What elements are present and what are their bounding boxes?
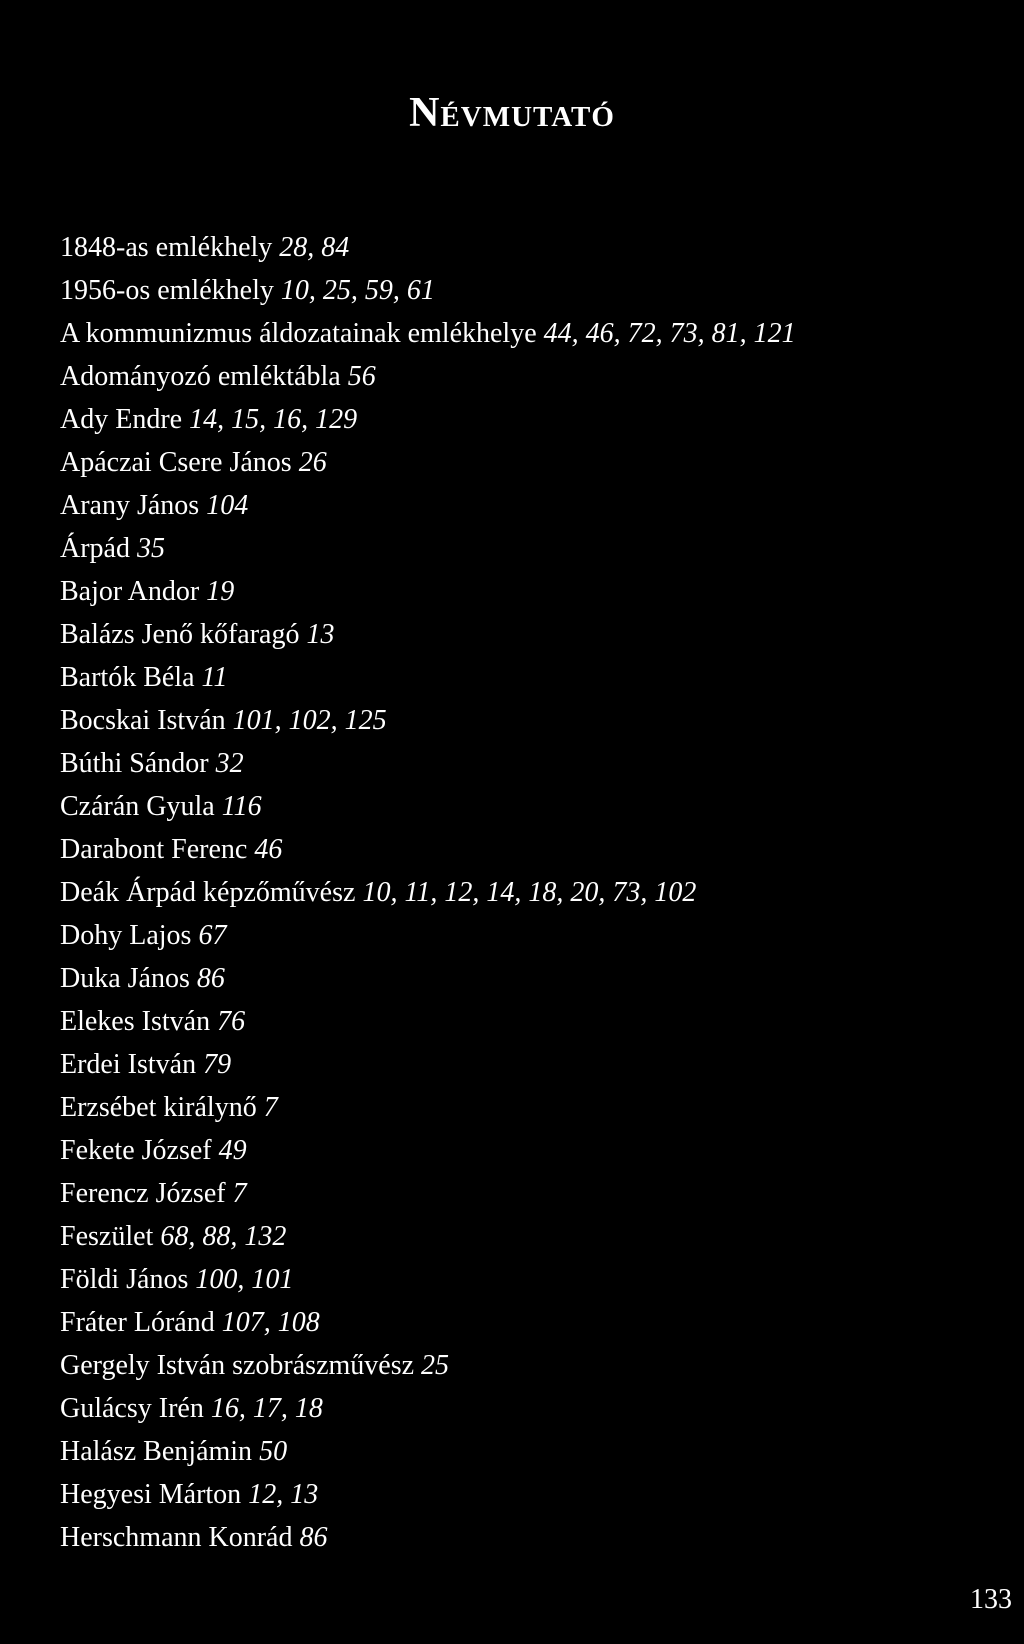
entry-pages: 46: [254, 834, 283, 865]
entry-name: Búthi Sándor: [60, 748, 209, 779]
entry-pages: 44, 46, 72, 73, 81, 121: [543, 318, 796, 349]
entry-name: Darabont Ferenc: [60, 834, 248, 865]
entry-pages: 49: [218, 1135, 247, 1166]
entry-name: Adományozó emléktábla: [60, 361, 341, 392]
entry-name: Bartók Béla: [60, 662, 195, 693]
entry-name: Hegyesi Márton: [60, 1479, 242, 1510]
index-entry: [60, 570, 1000, 613]
entry-name: Czárán Gyula: [60, 791, 215, 822]
index-entry: [60, 441, 1000, 484]
index-entry: [60, 785, 1000, 828]
entry-name: Bajor Andor: [60, 576, 200, 607]
entry-pages: 7: [232, 1178, 247, 1209]
entry-pages: 26: [298, 447, 327, 478]
entry-pages: 50: [259, 1436, 288, 1467]
entry-name: Dohy Lajos: [60, 920, 192, 951]
entry-pages: 79: [203, 1049, 232, 1080]
entry-pages: 35: [136, 533, 165, 564]
index-entry: [60, 1516, 1000, 1559]
index-entry: [60, 1172, 1000, 1215]
entry-name: Erdei István: [60, 1049, 197, 1080]
entry-pages: 16, 17, 18: [210, 1393, 323, 1424]
index-entry: [60, 269, 1000, 312]
index-entry: [60, 1043, 1000, 1086]
entry-pages: 12, 13: [248, 1479, 319, 1510]
entry-pages: 10, 25, 59, 61: [280, 275, 435, 306]
index-entry: [60, 1387, 1000, 1430]
entry-pages: 104: [206, 490, 249, 521]
index-entry: [60, 484, 1000, 527]
index-entry: [60, 742, 1000, 785]
index-entry: [60, 226, 1000, 269]
entry-pages: 67: [198, 920, 227, 951]
index-entry: [60, 1258, 1000, 1301]
entry-name: Herschmann Konrád: [60, 1522, 293, 1553]
index-entry: [60, 957, 1000, 1000]
entry-pages: 56: [347, 361, 376, 392]
entry-pages: 7: [263, 1092, 278, 1123]
index-entry: [60, 871, 1000, 914]
entry-name: A kommunizmus áldozatainak emlékhelye: [60, 318, 537, 349]
entry-name: Árpád: [60, 533, 130, 564]
entry-name: Gulácsy Irén: [60, 1393, 204, 1424]
entry-name: Duka János: [60, 963, 190, 994]
page-title: Névmutató: [409, 90, 615, 137]
entry-name: Balázs Jenő kőfaragó: [60, 619, 300, 650]
entry-pages: 14, 15, 16, 129: [189, 404, 358, 435]
entry-pages: 86: [196, 963, 225, 994]
index-entry: [60, 1086, 1000, 1129]
index-entry: [60, 355, 1000, 398]
entry-pages: 101, 102, 125: [232, 705, 387, 736]
entry-pages: 10, 11, 12, 14, 18, 20, 73, 102: [362, 877, 697, 908]
entry-pages: 32: [215, 748, 244, 779]
index-entry: [60, 1344, 1000, 1387]
entry-pages: 86: [299, 1522, 328, 1553]
index-entry: [60, 656, 1000, 699]
entry-pages: 100, 101: [195, 1264, 294, 1295]
index-entry: [60, 1301, 1000, 1344]
entry-name: Halász Benjámin: [60, 1436, 253, 1467]
index-entry: [60, 1473, 1000, 1516]
entry-name: 1956-os emlékhely: [60, 275, 274, 306]
entry-name: Apáczai Csere János: [60, 447, 292, 478]
index-entry: [60, 527, 1000, 570]
entry-name: Feszület: [60, 1221, 154, 1252]
index-entry: [60, 828, 1000, 871]
entry-pages: 76: [217, 1006, 246, 1037]
entry-pages: 19: [206, 576, 235, 607]
entry-name: Erzsébet királynő: [60, 1092, 257, 1123]
index-entry: [60, 1430, 1000, 1473]
entry-name: Elekes István: [60, 1006, 211, 1037]
entry-pages: 107, 108: [221, 1307, 320, 1338]
entry-pages: 11: [201, 662, 228, 693]
entry-name: 1848-as emlékhely: [60, 232, 273, 263]
index-entry: [60, 1129, 1000, 1172]
entry-name: Bocskai István: [60, 705, 226, 736]
index-entry: [60, 398, 1000, 441]
index-entry: [60, 699, 1000, 742]
entry-pages: 116: [221, 791, 262, 822]
page-number: 133: [970, 1584, 1012, 1615]
index-entry: [60, 613, 1000, 656]
index-list: [60, 226, 1000, 1559]
index-entry: [60, 1000, 1000, 1043]
entry-pages: 68, 88, 132: [160, 1221, 287, 1252]
index-entry: [60, 914, 1000, 957]
entry-name: Ady Endre: [60, 404, 183, 435]
entry-name: Fekete József: [60, 1135, 212, 1166]
entry-name: Földi János: [60, 1264, 189, 1295]
index-entry: [60, 1215, 1000, 1258]
entry-pages: 13: [306, 619, 335, 650]
entry-pages: 25: [421, 1350, 450, 1381]
entry-name: Fráter Lóránd: [60, 1307, 215, 1338]
index-entry: [60, 312, 1000, 355]
entry-name: Deák Árpád képzőművész: [60, 877, 356, 908]
entry-pages: 28, 84: [279, 232, 350, 263]
entry-name: Ferencz József: [60, 1178, 226, 1209]
entry-name: Gergely István szobrászművész: [60, 1350, 415, 1381]
entry-name: Arany János: [60, 490, 200, 521]
